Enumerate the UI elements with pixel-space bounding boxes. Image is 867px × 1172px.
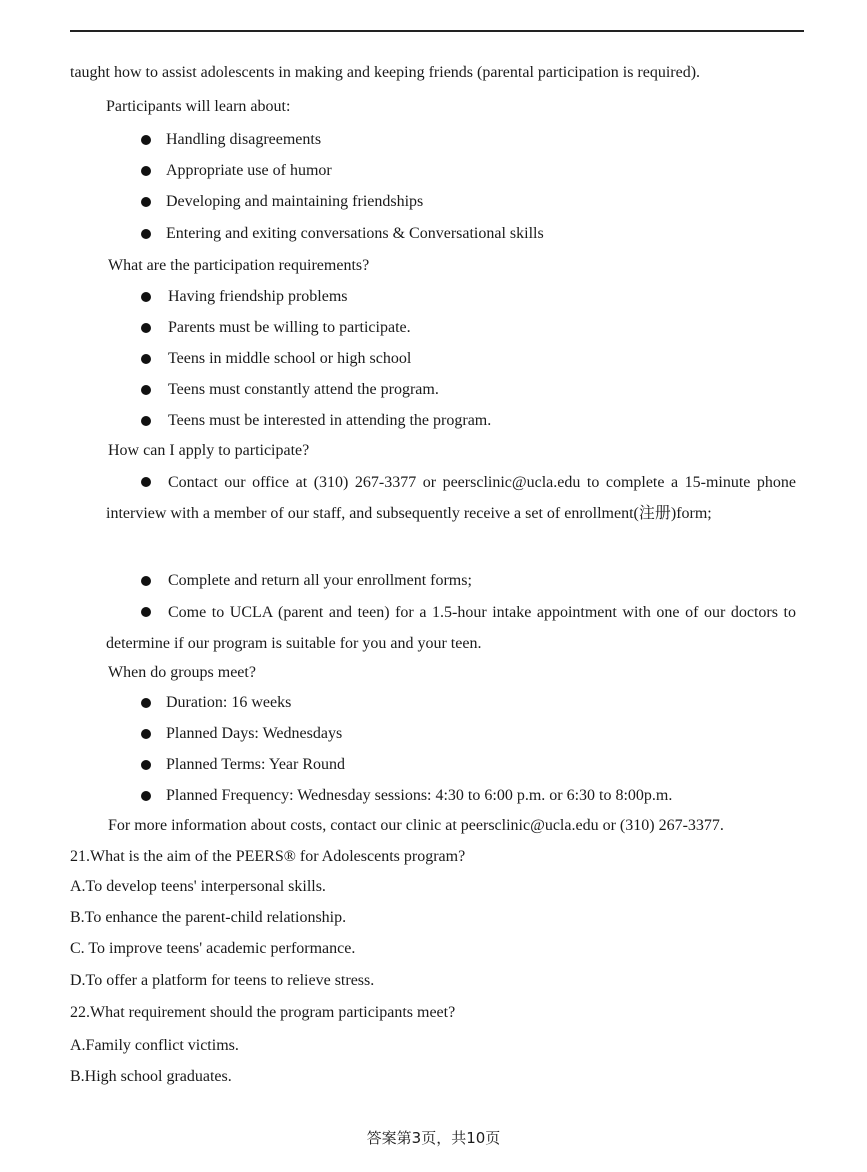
- bullet-icon: [141, 760, 151, 770]
- bullet-icon: [141, 135, 151, 145]
- bullet-icon: [141, 791, 151, 801]
- meet-heading: When do groups meet?: [108, 664, 256, 681]
- requirement-item: Teens must constantly attend the program.: [168, 381, 439, 398]
- bullet-icon: [141, 354, 151, 364]
- bullet-icon: [141, 166, 151, 176]
- intro-line: taught how to assist adolescents in making and keeping friends (parental participation is required).: [70, 64, 701, 81]
- q21-option-a: A.To develop teens' interpersonal skills.: [70, 878, 326, 895]
- apply-step-1: Contact our office at (310) 267-3377 or peersclinic@ucla.edu to complete a 15-minute phone interview with a member of our staff, and subsequently receive a set of enrollment(注册)form;: [106, 474, 796, 522]
- bullet-icon: [141, 323, 151, 333]
- bullet-icon: [141, 729, 151, 739]
- q22-option-a: A.Family conflict victims.: [70, 1037, 239, 1054]
- learn-item: Developing and maintaining friendships: [166, 193, 424, 210]
- meet-item: Planned Days: Wednesdays: [166, 725, 343, 742]
- meet-item: Duration: 16 weeks: [166, 694, 292, 711]
- apply-step-2: Complete and return all your enrollment forms;: [168, 572, 472, 589]
- q21-option-c: C. To improve teens' academic performance.: [70, 940, 356, 957]
- bullet-icon: [141, 385, 151, 395]
- q22-question: 22.What requirement should the program participants meet?: [70, 1004, 456, 1021]
- requirement-item: Teens in middle school or high school: [168, 350, 412, 367]
- more-info: For more information about costs, contact our clinic at peersclinic@ucla.edu or (310) 267-3377.: [108, 817, 724, 834]
- requirement-item: Teens must be interested in attending the program.: [168, 412, 492, 429]
- q21-question: 21.What is the aim of the PEERS® for Adolescents program?: [70, 848, 466, 865]
- learn-heading: Participants will learn about:: [106, 98, 291, 115]
- q21-option-b: B.To enhance the parent-child relationship.: [70, 909, 347, 926]
- learn-item: Appropriate use of humor: [166, 162, 332, 179]
- requirement-item: Parents must be willing to participate.: [168, 319, 411, 336]
- meet-item: Planned Frequency: Wednesday sessions: 4:30 to 6:00 p.m. or 6:30 to 8:00p.m.: [166, 787, 673, 804]
- requirement-item: Having friendship problems: [168, 288, 348, 305]
- learn-item: Handling disagreements: [166, 131, 322, 148]
- requirements-heading: What are the participation requirements?: [108, 257, 370, 274]
- q21-option-d: D.To offer a platform for teens to relieve stress.: [70, 972, 375, 989]
- bullet-icon: [141, 698, 151, 708]
- page-footer: 答案第3页，共10页: [366, 1129, 501, 1147]
- q22-option-b: B.High school graduates.: [70, 1068, 232, 1085]
- bullet-icon: [141, 229, 151, 239]
- learn-item: Entering and exiting conversations & Conversational skills: [166, 225, 544, 242]
- bullet-icon: [141, 576, 151, 586]
- bullet-icon: [141, 292, 151, 302]
- bullet-icon: [141, 416, 151, 426]
- apply-step-3: Come to UCLA (parent and teen) for a 1.5-hour intake appointment with one of our doctors to determine if our program is suitable for you and your teen.: [106, 604, 796, 652]
- bullet-icon: [141, 197, 151, 207]
- header-rule: [70, 30, 804, 32]
- apply-heading: How can I apply to participate?: [108, 442, 310, 459]
- meet-item: Planned Terms: Year Round: [166, 756, 346, 773]
